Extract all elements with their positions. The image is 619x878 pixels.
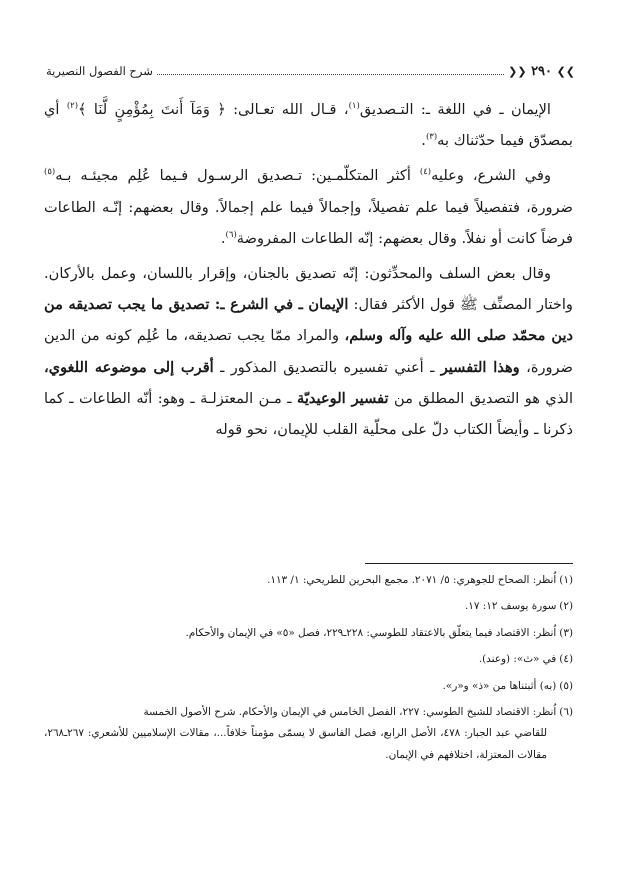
- footnote-ref-6: (٦): [225, 229, 237, 240]
- p1-text-2: ، قـال الله تعـالى: ﴿ وَمَآ أَنتَ بِمُؤْمِنٍ لَّنَا ﴾: [78, 101, 349, 118]
- footnote-4: [44, 649, 573, 670]
- p2-text-1: وفي الشرع، وعليه: [431, 167, 551, 185]
- running-header: [40, 60, 579, 82]
- footnote-text: اُنظر: الصحاح للجوهري: ٥/ ٢٠٧١. مجمع البحرين للطريحي: ١/ ١١٣.: [267, 574, 557, 586]
- p3-bold-1: الإيمان ـ في الشرع ـ: تصديق ما يجب تصديقه من دين محمّد صلى الله عليه وآله وسلم،: [44, 296, 574, 345]
- footnote-ref-3: (٣): [425, 132, 438, 143]
- footnote-6: [44, 702, 573, 766]
- book-title: شرح الفصول النصيرية: [46, 64, 153, 78]
- footnote-text: (به) أثبتناها من «ذ» و«ر».: [442, 679, 557, 692]
- p3-text-3: ـ أعني تفسيره بالتصديق المذكور ـ: [213, 358, 441, 376]
- footnote-text: اُنظر: الاقتصاد للشيخ الطوسي: ٢٢٧، الفصل الخامس في الإيمان والأحكام. شرح الأصول الخمسة: [143, 706, 557, 719]
- p2-text-4: .: [220, 229, 226, 247]
- header-dotted-leader: [157, 74, 504, 75]
- p3-bold-4: تفسير الوعيديّة: [297, 389, 389, 407]
- footnote-5: [44, 676, 573, 697]
- footnote-ref-5: (٥): [44, 167, 56, 178]
- page-number: ٢٩٠: [531, 63, 553, 79]
- footnote-1: [44, 570, 573, 591]
- footnote-text: سورة يوسف ١٢: ١٧.: [464, 600, 557, 613]
- p3-text-2: والمراد ممّا يجب تصديقه، ما عُلِم كونه من الدين ضرورة،: [44, 327, 573, 376]
- footnote-3: [44, 623, 573, 644]
- p3-text-1: وقال بعض السلف والمحدِّثون: إنّه تصديق بالجنان، وإقرار باللسان، وعمل بالأركان. واختار المصنِّف ﷺ قول الأكثر فقال:: [44, 265, 573, 314]
- p3-text-4: الذي هو التصديق المطلق من: [388, 389, 573, 407]
- footnote-ref-4: (٤): [419, 167, 432, 178]
- main-text: [44, 94, 573, 449]
- p1-text-3: أي بمصدّق فيما حدّثناك به: [44, 101, 573, 150]
- footnote-number: (٥): [559, 679, 573, 692]
- footnote-ref-1: (١): [348, 101, 360, 112]
- footnote-ref-2: (٢): [66, 101, 79, 112]
- footnote-number: (٣): [559, 626, 573, 639]
- footnote-number: (١): [559, 574, 573, 586]
- p2-text-3: ضرورة، فتفصيلاً فيما علم تفصيلاً، وإجمالاً فيما علم إجمالاً. وقال بعضهم: إنّـه الطاعات فرضاً كانت أو نفلاً. وقال بعضهم: إنّه الطاعات المفروضة: [44, 198, 573, 247]
- p1-text-1: الإيمان ـ في اللغة ـ: التـصديق: [359, 101, 551, 118]
- footnote-separator: [365, 563, 573, 564]
- paragraph-3: [44, 258, 573, 445]
- ornament-right: ❯❯: [556, 64, 575, 78]
- footnote-text: اُنظر: الاقتصاد فيما يتعلّق بالاعتقاد للطوسي: ٢٢٨ـ٢٢٩، فصل «٥» في الإيمان والأحكام.: [185, 626, 557, 639]
- p1-text-4: .: [421, 132, 426, 150]
- footnotes: [44, 570, 573, 771]
- p3-text-5: ـ مـن المعتزلـة ـ وهو: أنّه الطاعات ـ كما ذكرنا ـ وأيضاً الكتاب دلّ على محلّية القلب للإيمان، نحو قوله: [44, 389, 573, 439]
- footnote-2: [44, 596, 573, 617]
- p3-bold-3: أقرب إلى موضوعه اللغوي،: [44, 358, 214, 376]
- page-number-group: [508, 64, 579, 79]
- footnote-number: (٦): [559, 706, 573, 719]
- footnote-number: (٢): [559, 600, 573, 613]
- footnote-continuation: للقاضي عبد الجبار: ٤٧٨، الأصل الرابع، فصل الفاسق لا يسمّى مؤمناً خلافاً...، مقالات الإسلاميين للأشعري: ٢٦٧ـ٢٦٨، مقالات المعتزلة، اختلافهم في الإيمان.: [44, 727, 547, 761]
- paragraph-1: [44, 94, 573, 156]
- ornament-left: ❮❮: [508, 64, 527, 78]
- footnote-number: (٤): [559, 653, 573, 666]
- footnote-text: في «ث»: (وعند).: [478, 653, 557, 666]
- p2-text-2: أكثر المتكلّمـين: تـصديق الرسـول فـيما عُلِم مجيئـه بـه: [55, 167, 420, 185]
- paragraph-2: [44, 160, 573, 254]
- p3-bold-2: وهذا التفسير: [440, 358, 520, 376]
